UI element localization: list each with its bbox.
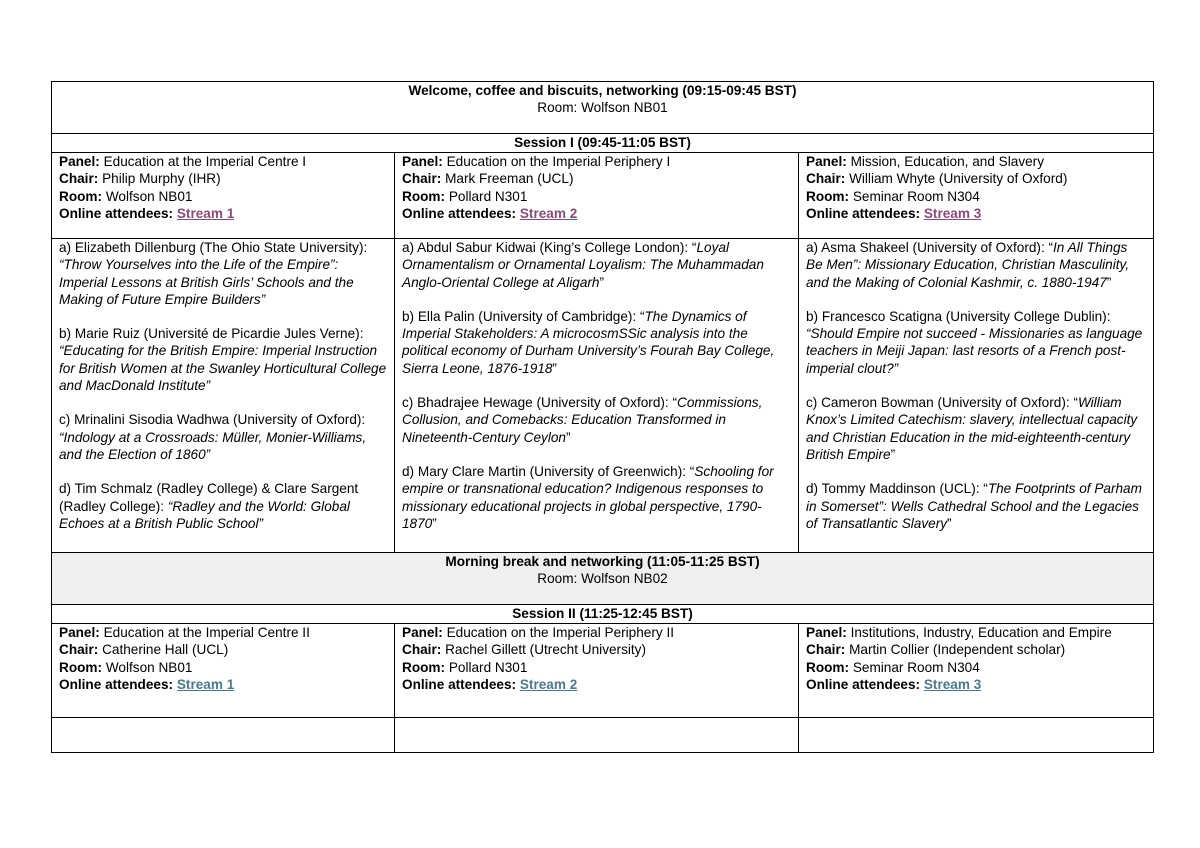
chair-name: Philip Murphy (IHR) (102, 171, 221, 187)
talk-end: ” (565, 429, 571, 445)
online-label: Online attendees: (59, 205, 174, 221)
session2-panel-3 (799, 624, 1154, 718)
chair-label: Chair: (806, 642, 846, 658)
panel-name: Mission, Education, and Slavery (850, 154, 1045, 169)
stream-3-link[interactable]: Stream 3 (923, 205, 982, 221)
session1-panels-row (52, 153, 1154, 239)
chair-label: Chair: (59, 171, 99, 187)
talk-author: b) Francesco Scatigna (University College Dublin): (806, 308, 1111, 324)
session2-talks-row (52, 718, 1154, 753)
talk-end: ” (947, 515, 952, 531)
room-label: Room: (806, 188, 850, 204)
empty-cell (52, 718, 395, 753)
session1-talks-col-3 (799, 239, 1154, 553)
talk-end: ” (1106, 274, 1112, 290)
session1-panel-2 (395, 153, 799, 239)
session1-panel-3 (799, 153, 1154, 239)
talk-item (59, 239, 387, 308)
panel-name: Education on the Imperial Periphery II (446, 625, 675, 640)
room-name: Pollard N301 (448, 188, 528, 204)
online-label: Online attendees: (59, 676, 174, 692)
panel-name: Institutions, Industry, Education and Empire (850, 625, 1112, 640)
empty-cell (799, 718, 1154, 753)
break-title: Morning break and networking (11:05-11:25 BST) (445, 554, 760, 569)
session2-title: Session II (11:25-12:45 BST) (512, 606, 693, 621)
chair-label: Chair: (402, 642, 442, 658)
session1-title: Session I (09:45-11:05 BST) (514, 135, 691, 150)
panel-name: Education at the Imperial Centre I (103, 154, 307, 169)
chair-label: Chair: (59, 642, 99, 658)
chair-label: Chair: (806, 171, 846, 187)
chair-label: Chair: (402, 171, 442, 187)
talk-author: b) Ella Palin (University of Cambridge): “ (402, 308, 645, 324)
panel-name: Education on the Imperial Periphery I (446, 154, 671, 169)
session1-talks-col-1 (52, 239, 395, 553)
online-label: Online attendees: (806, 676, 921, 692)
session1-header (52, 134, 1154, 153)
welcome-title: Welcome, coffee and biscuits, networking (09:15-09:45 BST) (408, 83, 797, 98)
online-label: Online attendees: (402, 205, 517, 221)
session1-panel-1 (52, 153, 395, 239)
talk-item (806, 480, 1146, 532)
chair-name: Rachel Gillett (Utrecht University) (445, 642, 646, 658)
room-name: Seminar Room N304 (852, 659, 980, 675)
session1-talks-col-2 (395, 239, 799, 553)
chair-name: Martin Collier (Independent scholar) (849, 642, 1066, 658)
talk-author: d) Tommy Maddinson (UCL): “ (806, 481, 988, 497)
stream-3-link[interactable]: Stream 3 (923, 676, 982, 692)
talk-title: “Should Empire not succeed - Missionaries as language teachers in Meiji Japan: last resorts of a French post-imperial clout?” (806, 326, 1143, 376)
talk-item (402, 463, 791, 532)
talk-item (59, 325, 387, 394)
talk-title: In All Things Be Men”: Missionary Education, Christian Masculinity, and the Making of Colonial Kashmir, c. 1880-1947 (806, 240, 1130, 290)
talk-title: “Throw Yourselves into the Life of the Empire”: Imperial Lessons at British Girls’ Schools and the Making of Future Empire Builders” (59, 257, 354, 307)
panel-name: Education at the Imperial Centre II (103, 625, 310, 640)
room-label: Room: (402, 188, 446, 204)
talk-author: d) Tim Schmalz (Radley College) & Clare Sargent (Radley College): (59, 481, 359, 514)
talk-author: b) Marie Ruiz (Université de Picardie Jules Verne): (59, 326, 364, 342)
talk-title: Loyal Ornamentalism or Ornamental Loyalism: The Muhammadan Anglo-Oriental College at Aligarh (402, 240, 764, 290)
welcome-room: Room: Wolfson NB01 (537, 100, 668, 116)
break-row (52, 553, 1154, 605)
talk-title: “Indology at a Crossroads: Müller, Monier-Williams, and the Election of 1860” (59, 429, 367, 462)
session2-panel-2 (395, 624, 799, 718)
talk-author: a) Elizabeth Dillenburg (The Ohio State University): (59, 240, 368, 255)
talk-author: a) Abdul Sabur Kidwai (King’s College London): “ (402, 240, 697, 255)
talk-author: c) Bhadrajee Hewage (University of Oxford): “ (402, 395, 677, 411)
talk-title: Commissions, Collusion, and Comebacks: Education Transformed in Nineteenth-Century Ceylon (402, 395, 763, 445)
welcome-row (52, 82, 1154, 134)
chair-name: Catherine Hall (UCL) (102, 642, 229, 658)
talk-item (402, 308, 791, 377)
talk-title: “Educating for the British Empire: Imperial Instruction for British Women at the Swanley Horticultural College and MacDonald Institute” (59, 343, 387, 394)
room-label: Room: (59, 659, 103, 675)
room-name: Seminar Room N304 (852, 188, 980, 204)
panel-label: Panel: (806, 625, 847, 640)
panel-label: Panel: (59, 625, 100, 640)
panel-label: Panel: (806, 154, 847, 169)
session1-talks-row (52, 239, 1154, 553)
session2-panels-row (52, 624, 1154, 718)
talk-title: The Dynamics of Imperial Stakeholders: A microcosmSSic analysis into the political economy of Durham University’s Fourah Bay College, Sierra Leone, 1876-1918 (402, 308, 775, 376)
room-name: Wolfson NB01 (105, 659, 193, 675)
online-label: Online attendees: (806, 205, 921, 221)
break-cell (52, 553, 1154, 605)
session2-header (52, 605, 1154, 624)
talk-end: ” (552, 360, 557, 376)
talk-item (806, 239, 1146, 291)
talk-end: ” (432, 515, 437, 531)
room-label: Room: (806, 659, 850, 675)
talk-title: William Knox’s Limited Catechism: slavery, intellectual capacity and Christian Education in the mid-eighteenth-century British Empire (806, 395, 1138, 462)
session2-header-row (52, 605, 1154, 624)
talk-end: ” (890, 446, 896, 462)
welcome-cell (52, 82, 1154, 134)
talk-item (402, 239, 791, 291)
room-name: Pollard N301 (448, 659, 528, 675)
session2-panel-1 (52, 624, 395, 718)
talk-author: c) Mrinalini Sisodia Wadhwa (University of Oxford): (59, 412, 366, 428)
talk-item (402, 394, 791, 446)
stream-2-link[interactable]: Stream 2 (519, 205, 578, 221)
talk-item (59, 411, 387, 463)
talk-title: “Radley and the World: Global Echoes at a British Public School” (59, 498, 350, 531)
chair-name: William Whyte (University of Oxford) (849, 171, 1068, 187)
panel-label: Panel: (402, 625, 443, 640)
session1-header-row (52, 134, 1154, 153)
room-label: Room: (59, 188, 103, 204)
panel-label: Panel: (59, 154, 100, 169)
talk-author: d) Mary Clare Martin (University of Greenwich): “ (402, 463, 695, 479)
talk-author: a) Asma Shakeel (University of Oxford): “ (806, 240, 1054, 255)
talk-title: Schooling for empire or transnational education? Indigenous responses to missionary educational projects in global perspective, 1790-1870 (402, 463, 774, 531)
talk-end: ” (599, 274, 604, 290)
talk-item (806, 394, 1146, 463)
stream-1-link[interactable]: Stream 1 (176, 676, 235, 692)
room-label: Room: (402, 659, 446, 675)
chair-name: Mark Freeman (UCL) (445, 171, 574, 187)
stream-1-link[interactable]: Stream 1 (176, 205, 235, 221)
room-name: Wolfson NB01 (105, 188, 193, 204)
online-label: Online attendees: (402, 676, 517, 692)
break-room: Room: Wolfson NB02 (537, 571, 668, 587)
empty-cell (395, 718, 799, 753)
talk-item (806, 308, 1146, 377)
panel-label: Panel: (402, 154, 443, 169)
talk-item (59, 480, 387, 532)
programme-table (51, 81, 1154, 753)
talk-title: The Footprints of Parham in Somerset”: Wells Cathedral School and the Legacies of Transatlantic Slavery (806, 481, 1142, 531)
stream-2-link[interactable]: Stream 2 (519, 676, 578, 692)
talk-author: c) Cameron Bowman (University of Oxford): “ (806, 395, 1078, 411)
